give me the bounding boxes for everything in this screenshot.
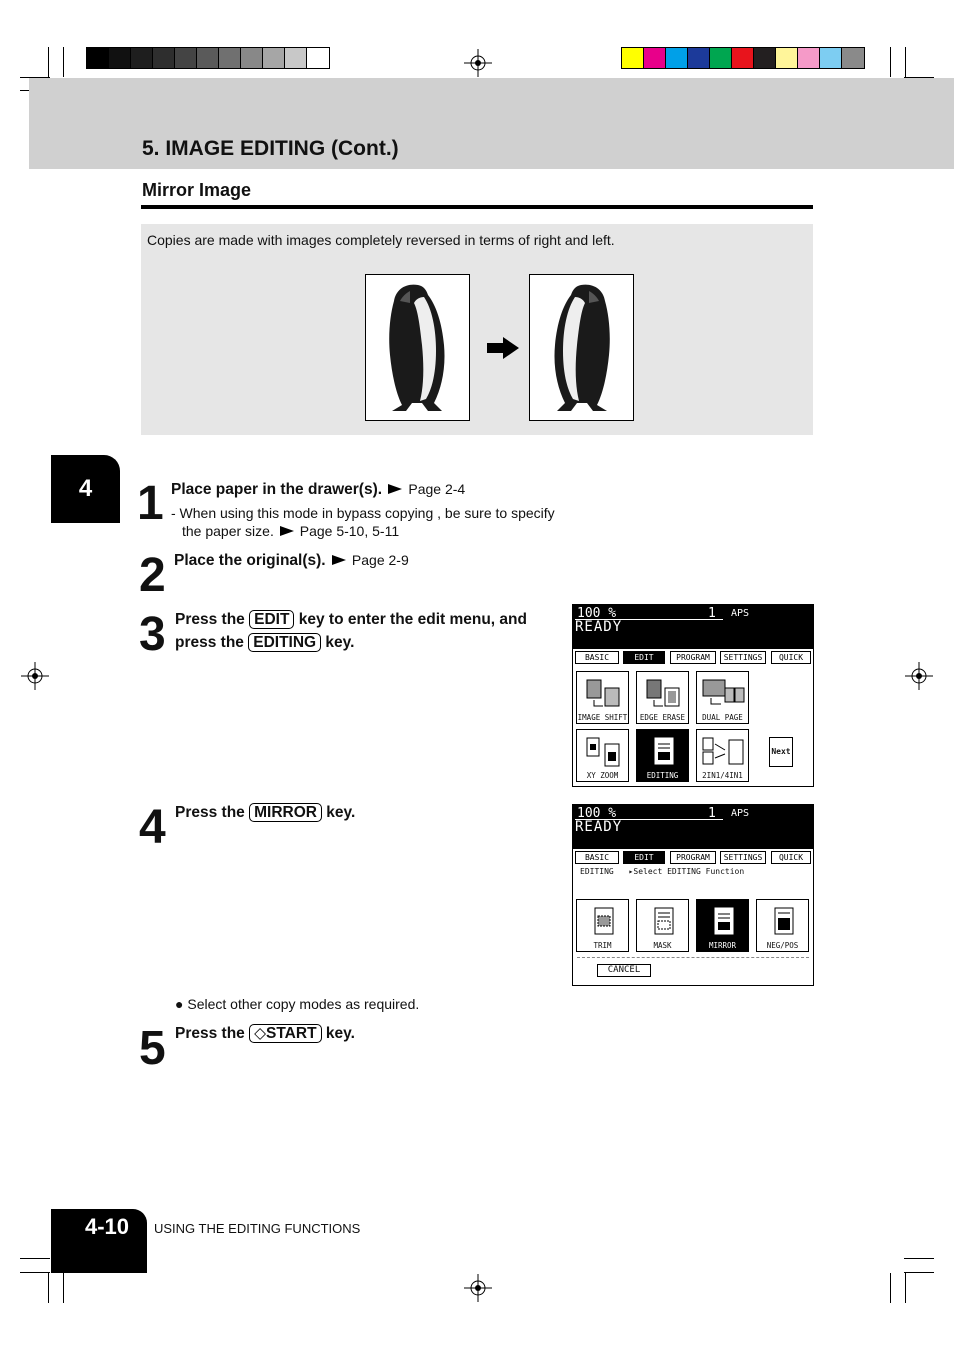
color-swatch [87, 48, 109, 68]
editing-button[interactable] [636, 729, 689, 782]
color-swatch [842, 48, 864, 68]
color-swatch [285, 48, 307, 68]
crop-mark [63, 47, 64, 77]
tab-quick[interactable]: QUICK [771, 651, 811, 664]
tab-edit[interactable]: EDIT [623, 851, 665, 864]
breadcrumb-current: EDITING [580, 867, 614, 876]
mirrored-image-figure [529, 274, 634, 421]
step-5-post: key. [325, 1025, 355, 1042]
tab-program[interactable]: PROGRAM [670, 851, 716, 864]
tab-edit[interactable]: EDIT [623, 651, 665, 664]
dual-page-icon [701, 678, 745, 710]
edge-erase-icon [643, 678, 683, 710]
zoom-ratio: 100 % [577, 806, 617, 821]
editing-icon [643, 736, 683, 768]
color-swatch [644, 48, 666, 68]
step-number: 2 [139, 549, 164, 602]
xy-zoom-button[interactable] [576, 729, 629, 782]
next-page-button[interactable]: Next [769, 737, 793, 767]
status-message: READY [575, 819, 623, 835]
color-swatch [666, 48, 688, 68]
step-4-post: key. [326, 804, 356, 821]
copy-count: 1 [708, 806, 716, 821]
crop-mark [20, 1258, 50, 1259]
footer-section-title: USING THE EDITING FUNCTIONS [154, 1221, 361, 1236]
registration-mark-icon [21, 662, 49, 690]
step-1-note-line1: - When using this mode in bypass copying , be sure to specify [171, 505, 555, 521]
tab-settings[interactable]: SETTINGS [720, 651, 766, 664]
step-3-line2-pre: press the [175, 634, 244, 651]
step-number: 5 [139, 1022, 164, 1075]
button-label: 2IN1/4IN1 [702, 771, 743, 780]
color-swatch [241, 48, 263, 68]
breadcrumb [580, 867, 744, 876]
edge-erase-button[interactable] [636, 671, 689, 724]
mask-icon [643, 906, 683, 938]
button-label: DUAL PAGE [702, 713, 743, 722]
dual-page-button[interactable] [696, 671, 749, 724]
mirror-key: MIRROR [249, 803, 322, 822]
page-title: 5. IMAGE EDITING (Cont.) [142, 137, 399, 160]
color-swatch [710, 48, 732, 68]
intro-box [141, 224, 813, 435]
crop-mark [905, 1273, 906, 1303]
color-swatch [622, 48, 644, 68]
button-label: NEG/POS [766, 941, 799, 950]
step-5-text [175, 1022, 355, 1045]
color-swatch [688, 48, 710, 68]
crop-mark [904, 1272, 934, 1273]
chapter-tab: 4 [51, 455, 120, 523]
mirror-button[interactable] [696, 899, 749, 952]
crop-mark [904, 1258, 934, 1259]
color-swatch [131, 48, 153, 68]
trim-icon [583, 906, 623, 938]
step-1-text [171, 478, 465, 501]
neg-pos-button[interactable] [756, 899, 809, 952]
crop-mark [20, 1272, 50, 1273]
step-number: 1 [137, 477, 162, 530]
touch-panel-editing-menu [572, 804, 814, 986]
neg-pos-icon [763, 906, 803, 938]
paper-mode: APS [731, 808, 750, 819]
tab-basic[interactable]: BASIC [575, 651, 619, 664]
bullet-note [175, 995, 419, 1013]
page-reference: Page 2-4 [408, 481, 466, 497]
start-key-label: START [266, 1025, 317, 1042]
color-swatch [153, 48, 175, 68]
xy-zoom-icon [583, 736, 623, 768]
mask-button[interactable] [636, 899, 689, 952]
color-swatch [307, 48, 329, 68]
divider [577, 957, 809, 958]
edit-key: EDIT [249, 610, 294, 629]
section-divider [141, 205, 813, 209]
cancel-button[interactable]: CANCEL [597, 964, 651, 977]
section-title: Mirror Image [142, 180, 252, 200]
step-3-text [175, 608, 527, 654]
tab-basic[interactable]: BASIC [575, 851, 619, 864]
editing-key: EDITING [248, 633, 321, 652]
color-swatch [776, 48, 798, 68]
touch-panel-edit-menu [572, 604, 814, 787]
bullet-icon: ● [175, 996, 184, 1012]
color-swatch [754, 48, 776, 68]
page-reference: Page 2-9 [351, 552, 409, 568]
paper-mode: APS [731, 608, 750, 619]
page-number: 4-10 [51, 1209, 147, 1273]
color-swatch [798, 48, 820, 68]
color-swatch [732, 48, 754, 68]
crop-mark [48, 47, 49, 77]
button-label: EDITING [646, 771, 679, 780]
zoom-ratio: 100 % [577, 606, 617, 621]
crop-mark [890, 1273, 891, 1303]
crop-mark [63, 1273, 64, 1303]
step-2-text [174, 549, 409, 572]
color-swatch [109, 48, 131, 68]
step-3-mid: key to enter the edit menu, and [298, 611, 527, 628]
pointer-arrow-icon [388, 484, 402, 494]
color-swatch [197, 48, 219, 68]
step-1-note-line2 [182, 522, 399, 540]
step-5-pre: Press the [175, 1025, 245, 1042]
pointer-arrow-icon [332, 555, 346, 565]
button-label: EDGE ERASE [639, 713, 686, 722]
step-3-pre: Press the [175, 611, 245, 628]
tab-quick[interactable]: QUICK [771, 851, 811, 864]
image-shift-icon [583, 678, 623, 710]
registration-mark-icon [464, 49, 492, 77]
intro-text: Copies are made with images completely reversed in terms of right and left. [147, 232, 615, 248]
page-reference: Page 5-10, 5-11 [299, 523, 400, 539]
penguin-icon [366, 275, 469, 420]
mirror-icon [703, 906, 743, 938]
crop-mark [890, 47, 891, 77]
tab-program[interactable]: PROGRAM [670, 651, 716, 664]
step-2-instruction: Place the original(s). [174, 552, 326, 569]
pointer-arrow-icon [280, 526, 294, 536]
copy-count: 1 [708, 606, 716, 621]
button-label: IMAGE SHIFT [577, 713, 628, 722]
step-4-pre: Press the [175, 804, 245, 821]
mirrored-penguin-icon [530, 275, 633, 420]
registration-mark-icon [905, 662, 933, 690]
registration-mark-icon [464, 1274, 492, 1302]
right-arrow-icon [486, 336, 520, 360]
image-shift-button[interactable] [576, 671, 629, 724]
combine-pages-icon [701, 736, 745, 768]
color-swatch [219, 48, 241, 68]
caret-right-icon: ▸ [628, 867, 634, 876]
button-label: MIRROR [708, 941, 737, 950]
button-label: XY ZOOM [586, 771, 619, 780]
step-1-note-text: the paper size. [182, 523, 274, 539]
color-calibration-bar [621, 47, 865, 69]
status-message: READY [575, 619, 623, 635]
color-swatch [263, 48, 285, 68]
bullet-note-text: Select other copy modes as required. [187, 996, 420, 1012]
button-label: MASK [653, 941, 672, 950]
crop-mark [48, 1273, 49, 1303]
status-area [573, 605, 813, 649]
start-diamond-icon: ◇ [254, 1025, 267, 1042]
2in1-4in1-button[interactable] [696, 729, 749, 782]
step-number: 4 [139, 801, 164, 854]
trim-button[interactable] [576, 899, 629, 952]
color-swatch [175, 48, 197, 68]
original-image-figure [365, 274, 470, 421]
step-1-instruction: Place paper in the drawer(s). [171, 481, 383, 498]
tab-settings[interactable]: SETTINGS [720, 851, 766, 864]
step-number: 3 [139, 608, 164, 661]
crop-mark [905, 47, 906, 77]
status-area [573, 805, 813, 849]
grayscale-calibration-bar [86, 47, 330, 69]
color-swatch [820, 48, 842, 68]
step-3-line2-post: key. [325, 634, 355, 651]
start-key [249, 1024, 321, 1043]
instruction-prompt: Select EDITING Function [633, 867, 745, 876]
button-label: TRIM [593, 941, 612, 950]
step-4-text [175, 801, 355, 824]
